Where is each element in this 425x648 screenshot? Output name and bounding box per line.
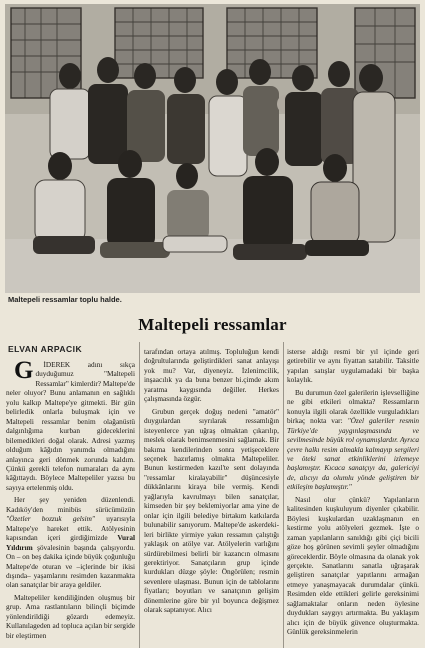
photo-caption: Maltepeli ressamlar toplu halde.: [8, 295, 122, 304]
paragraph-text: şövalesinin başında çalışıyordu. On – on beş dakika içinde büyük çoğunluğu Maltepe'de oturan ve –içlerinde bir ikisi dışında– yaşamlarını resimden kazanmakta olan sanatçılar bir araya geldiler.: [6, 542, 135, 590]
paragraph-text: uyarısıyla Maltepe'ye hareket ettik. Atölyesinin kapısından içeri girdiğimizde: [6, 514, 135, 543]
paragraph-text: Bu durumun özel galerilerin işlevselliğine ne gibi etkileri olmakta? Ressamların konuyla ilgili olarak özellikle vurguladıkları birkaç nokta var:: [287, 387, 419, 426]
column-divider: [283, 342, 284, 648]
photo-illustration: [5, 4, 420, 293]
group-photo: [5, 4, 420, 293]
article-column-2: [144, 347, 279, 648]
dropcap: G: [14, 360, 34, 384]
paragraph: tarafından ortaya atılmış. Topluluğun kendi doğrultularında geliştirdikleri sanat anlayışı yok mu? Var, diyeneyiz. İzlenimcilik, inşaacılık ya da buna benzer bi.çimde akım yaratma kaygısında değiller. Herkes çalışmasında özgür.: [144, 347, 279, 404]
article-column-3: [287, 347, 419, 648]
paragraph: isterse aldığı resmi bir yıl içinde geri getirebilir ve aynı fiyattan satabilir. Taksitle yapılan satışlar uygulamadaki bir başka kolaylık.: [287, 347, 419, 385]
paragraph: [287, 388, 419, 492]
paragraph: Nasıl olur çünkü? Yapılanların kalitesinden kuşkuluyum diyenler çıkabilir. Böylesi kuşkulardan uzaklaşmanın en kestirme yolu atölyeleri gezmek. İşte o zaman yapılanların sanıldığı gibi çiçi bicili göze hoş görünen sevimli şeyler olmadığını göreceklerdir. Böyle olmasına da olanak yok gerçekte. Sanatlarını sanatla uğraşarak geliştiren sanatçılar yapıtlarını armağan etmeye yanaşmayacak durumdalar çünkü. Resimden elde ettikleri gelirle gereksinimi sağlamaktalar onların neden öylesine duydukları saygıyı artırmakta. Bu yaklaşım alıcı için de büyük güvence oluşturmakta. Günlük gereksinmelerin: [287, 494, 419, 637]
article-byline: ELVAN ARPACIK: [8, 344, 83, 354]
article-headline: Maltepeli ressamlar: [138, 315, 287, 334]
quote-text: "Özel galeriler resmin Türkiye'de yaygınlaşmasında ve sevilmesinde büyük rol oynamışlardır. Ayrıca çevre halkı resim almakla kalmayıp sergileri ve öteki sanat etkinliklerini izlemeye başlamıştır. Kıcaca sanatçıyı da, galericiyi de, alıcıyı da olumlu yönde geliştiren bir etkileşim başlamıştır.": [287, 416, 419, 492]
column-divider: [139, 342, 140, 648]
paragraph: [6, 495, 135, 590]
paragraph: Grubun gerçek doğuş nedeni "amatör" duygulardan sıyrılarak ressamlığın isteyenlerce yan uğraş olmaktan çıkarılıp, meslek olarak benimsenmesini sağlamak. Bir bakıma kendilerinden sonra yetişeceklere seçenek hazırlamış olmakta Maltepeliler. Bunun kestirmeden kazıl'te sent dolayında "ressamlar kiralayabilir" düşüncesiyle dükkânlarını kiraya bile vermiş. Kendi yağlarıyla kavrulmayı bilen sanatçılar, kimseden bir şey beklemiyorlar ama yine de onlar için ilgili belediye birtakım katkılarda bulunabilir sanıyorum. Maltepe'de askerdeki- leri birlikte yirmiye yakın ressamın çalıştığı yaklaşık on atölye var. Atölyelerin varlığını sürdürebilmesi belirli bir kazancın olmasını gerektiriyor. Sanatçıların grup içinde kurdukları düzge şöyle: Öngörülen; resmin sevenlere ulaşması. Bunun için de tablolarını fiyatları; boyutları ve sanatçının gelişim dönemlerine göre bir yıl boyunca değişmez olarak saptanıyor. Alıcı: [144, 406, 279, 615]
paragraph-text: Her şey yeniden düzenlendi. Kadıköy'den minibüs sürücümüzün: [6, 495, 135, 514]
paragraph-text: İDEREK adını sıkça duyduğumuz "Maltepeli Ressamlar" kimlerdir? Maltepe'de neler oluyor? Bunu anlamanın en sağlıklı yolu kalkıp Maltepe'ye gitmekti. Bir gün belirledik onlarla buluşmak için ve Maltepeli ressamlar benim olağanüstü dalgınlığıma kurban gideceklerini bilemedikleri doğal olarak. Adresi yazmış olduğum kâğıdın yanımda olmadığını anlayınca geri dönmek zorunda kaldım. Çünkü gerekli telefon numaraları da aynı kâğıttaydı. Böylece Maltepeliler yazısı bu sayıya ertelenmiş oldu.: [6, 360, 135, 492]
paragraph: [6, 360, 135, 492]
paragraph: Maltepeliler kendiliğinden oluşmuş bir grup. Ama rastlantıların bilinçli biçimde yönlendirildiği gözardı edemeyiz. Kullanılageden ad topluca açılan bir sergide bir eleştirmen: [6, 592, 135, 640]
quote-text: "Özetler bozzuk gelsim": [6, 514, 95, 524]
artist-name: Vural Yıldırım: [6, 533, 135, 552]
article-column-1: [6, 360, 135, 648]
